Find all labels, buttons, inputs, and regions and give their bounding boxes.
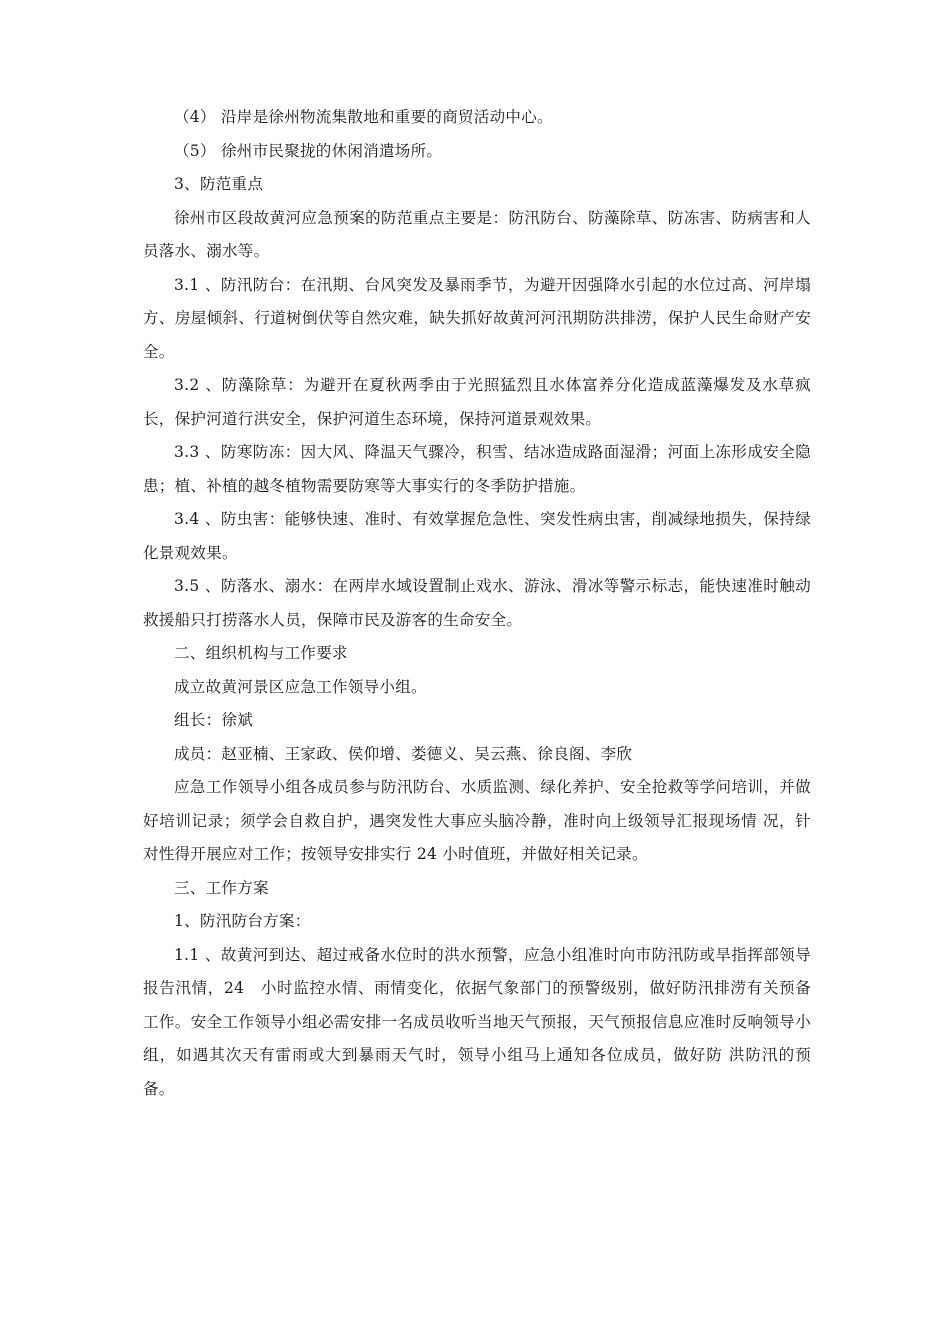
paragraph-algae-weeds: 3.2 、防藻除草：为避开在夏秋两季由于光照猛烈且水体富养分化造成蓝藻爆发及水草疯长，保护河道行洪安全，保护河道生态环境，保持河道景观效果。 xyxy=(143,376,811,428)
paragraph-drowning: 3.5 、防落水、溺水：在两岸水域设置制止戏水、游泳、滑冰等警示标志，能快速准时触动救援船只打捞落水人员，保障市民及游客的生命安全。 xyxy=(143,577,811,629)
section-heading-work-plan: 三、工作方案 xyxy=(174,878,269,897)
paragraph-pests: 3.4 、防虫害：能够快速、准时、有效掌握危急性、突发性病虫害，削减绿地损失，保持绿化景观效果。 xyxy=(143,510,811,562)
paragraph-cold-freeze: 3.3 、防寒防冻：因大风、降温天气骤冷，积雪、结冰造成路面湿滑；河面上冻形成安全隐患；植、补植的越冬植物需要防寒等大事实行的冬季防护措施。 xyxy=(143,443,811,495)
paragraph-flood-warning: 1.1 、故黄河到达、超过戒备水位时的洪水预警，应急小组准时向市防汛防或旱指挥部领导报告汛情，24 小时监控水情、雨情变化，依据气象部门的预警级别，做好防汛排涝有关预备工作。安全工作领导小组必需安排一名成员收听当地天气预报，天气预报信息应准时反响领导小组，如遇其次天有雷雨或大到暴雨天气时，领导小组马上通知各位成员，做好防 洪防汛的预备。 xyxy=(143,945,811,1098)
paragraph-leadership-group: 成立故黄河景区应急工作领导小组。 xyxy=(174,677,427,696)
paragraph-group-members: 成员：赵亚楠、王家政、侯仰增、娄德义、吴云燕、徐良阁、李欣 xyxy=(174,744,633,763)
paragraph-prevention-overview: 徐州市区段故黄河应急预案的防范重点主要是：防汛防台、防藻除草、防冻害、防病害和人员落水、溺水等。 xyxy=(143,208,811,260)
list-item-4: （4） 沿岸是徐州物流集散地和重要的商贸活动中心。 xyxy=(174,108,553,126)
section-heading-organization: 二、组织机构与工作要求 xyxy=(174,644,348,662)
paragraph-flood-typhoon: 3.1 、防汛防台：在汛期、台风突发及暴雨季节，为避开因强降水引起的水位过高、河岸塌方、房屋倾斜、行道树倒伏等自然灾难，缺失抓好故黄河河汛期防洪排涝，保护人民生命财产安全。 xyxy=(143,275,811,361)
subheading-flood-plan: 1、防汛防台方案： xyxy=(174,912,311,930)
list-item-5: （5） 徐州市民聚拢的休闲消遣场所。 xyxy=(174,141,443,160)
paragraph-group-leader: 组长：徐斌 xyxy=(174,711,254,729)
section-heading-prevention-focus: 3、防范重点 xyxy=(174,175,264,193)
paragraph-member-duties: 应急工作领导小组各成员参与防汛防台、水质监测、绿化养护、安全抢救等学问培训，并做好培训记录；须学会自救自护，遇突发性大事应头脑冷静，准时向上级领导汇报现场情 况，针对性得开展应对工作；按领导安排实行 24 小时值班，并做好相关记录。 xyxy=(143,778,811,863)
document-body xyxy=(143,101,811,1106)
